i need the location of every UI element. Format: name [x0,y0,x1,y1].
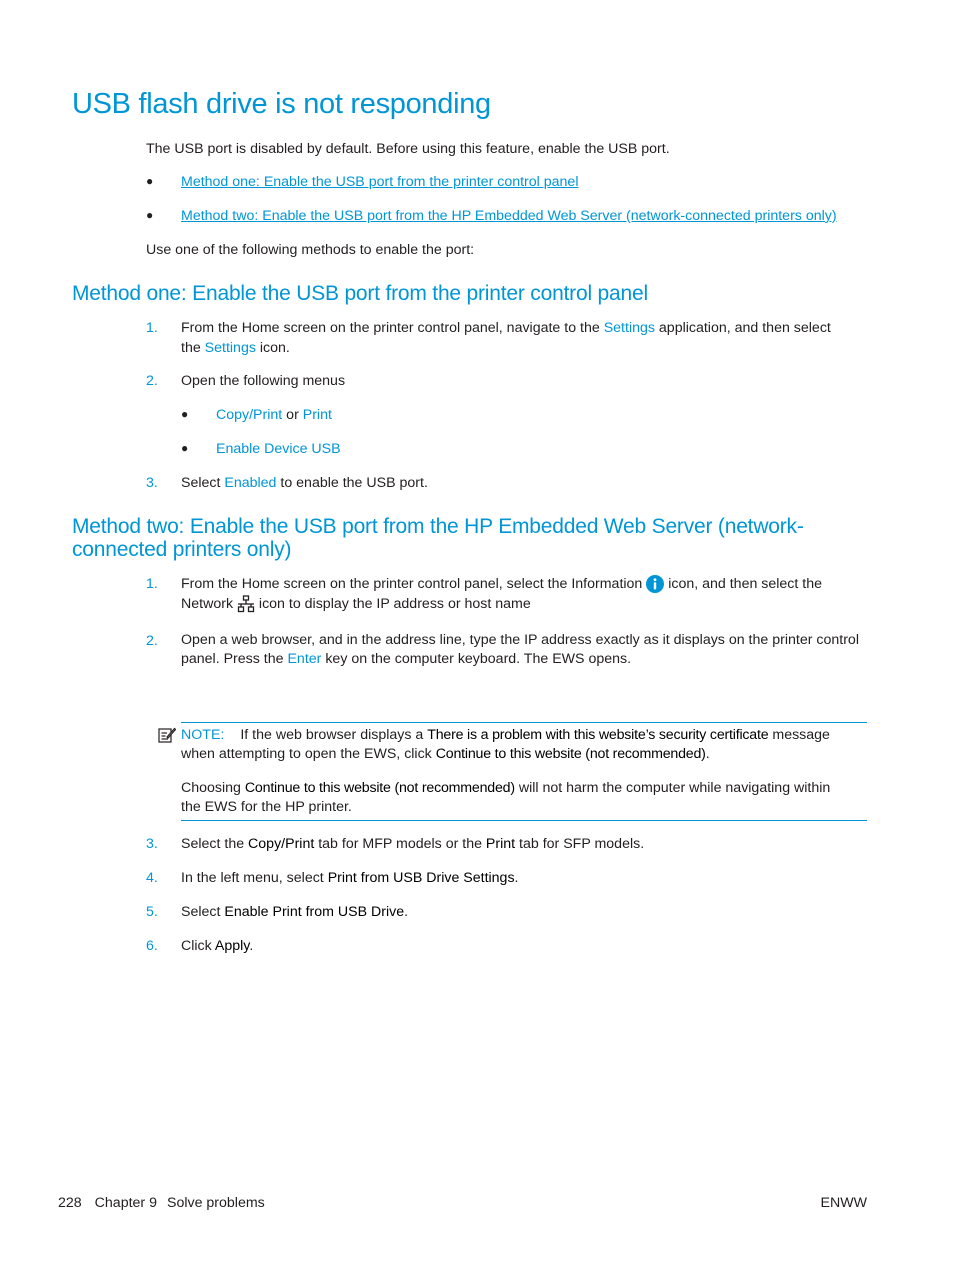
network-icon [237,596,255,612]
copy-print-menu-label: Copy/Print [216,407,283,423]
step-text: Select [181,904,225,920]
step-number: 1. [146,320,158,336]
note-icon [158,726,176,743]
note-emphasis: There is a problem with this website’s security certificate [427,727,769,743]
note-text: message [768,727,830,743]
method-two-step-4 [181,868,871,888]
step-text: panel. Press the [181,651,288,667]
apply-button-label: Apply [214,938,250,954]
step-text: In the left menu, select [181,870,328,886]
page-footer-left [58,1193,265,1213]
settings-app-label: Settings [603,320,655,336]
step-number: 2. [146,633,158,649]
bullet-dot: ● [181,441,189,455]
section-label: Solve problems [166,1195,265,1211]
intro-text: The USB port is disabled by default. Before using this feature, enable the USB port. [146,141,670,157]
step-text: Select the [181,836,249,852]
step-text: icon to display the IP address or host name [254,596,531,612]
menu-item-label: Print from USB Drive Settings [327,870,515,886]
note-label: NOTE: [181,727,225,743]
method-two-step-6 [181,936,871,956]
page-title: USB flash drive is not responding [72,88,491,120]
chapter-label: Chapter 9 [94,1195,157,1211]
bullet-dot: ● [146,208,154,222]
toc-link-method-two[interactable]: Method two: Enable the USB port from the HP Embedded Web Server (network-connected printers only) [181,208,837,224]
step-text: Select [181,475,225,491]
step-text: the [181,340,205,356]
method-one-heading: Method one: Enable the USB port from the printer control panel [72,282,648,305]
method-one-step-1 [181,318,871,358]
enabled-option-label: Enabled [224,475,277,491]
method-two-step-1 [181,574,871,614]
enter-key-label: Enter [287,651,322,667]
step-text: tab for MFP models or the [314,836,486,852]
step-text: From the Home screen on the printer control panel, navigate to the [181,320,604,336]
print-tab-label: Print [485,836,516,852]
step-number: 5. [146,904,158,920]
step-text: Click [181,938,215,954]
note-text: Choosing [181,780,245,796]
note-emphasis: Continue to this website (not recommended) [435,746,706,762]
method-two-heading [72,515,804,561]
note-text: when attempting to open the EWS, click [181,746,436,762]
step-text: . [514,870,519,886]
note-bottom-rule [181,820,867,821]
information-icon [646,576,664,592]
method-two-step-5 [181,902,871,922]
step-number: 3. [146,475,158,491]
step-number: 3. [146,836,158,852]
step-number: 2. [146,373,158,389]
note-emphasis: Continue to this website (not recommended) [244,780,515,796]
bullet-dot: ● [181,407,189,421]
step-text: Network [181,596,237,612]
note-top-rule [181,722,867,723]
step-text: icon. [255,340,290,356]
step-text: to enable the USB port. [276,475,428,491]
heading-line: Method two: Enable the USB port from the HP Embedded Web Server (network- [72,515,804,538]
step-number: 4. [146,870,158,886]
method-two-step-3 [181,834,871,854]
step-text: From the Home screen on the printer control panel, select the Information [181,576,647,592]
note-text: . [705,746,710,762]
copy-print-tab-label: Copy/Print [248,836,315,852]
use-methods-text: Use one of the following methods to enable the port: [146,242,475,258]
page-footer-right: ENWW [820,1195,867,1211]
heading-line: connected printers only) [72,538,292,561]
step-text: . [404,904,409,920]
step-text: tab for SFP models. [515,836,645,852]
method-one-step-2: Open the following menus [181,373,346,389]
toc-link-method-one[interactable]: Method one: Enable the USB port from the printer control panel [181,174,579,190]
step-text: . [249,938,254,954]
step-number: 1. [146,576,158,592]
option-label: Enable Print from USB Drive [224,904,405,920]
step-number: 6. [146,938,158,954]
settings-icon-label: Settings [204,340,256,356]
step-text: application, and then select [654,320,831,336]
method-two-step-2 [181,631,871,669]
step-text: key on the computer keyboard. The EWS opens. [321,651,632,667]
method-one-step-3 [181,473,871,493]
note-paragraph-1 [181,726,871,764]
menu-copy-print [216,405,906,425]
page-number: 228 [58,1195,82,1211]
note-text: will not harm the computer while navigating within [514,780,831,796]
step-text: Open a web browser, and in the address line, type the IP address exactly as it displays on the printer control [181,632,859,648]
menu-enable-device-usb: Enable Device USB [216,441,341,457]
note-text: the EWS for the HP printer. [181,799,352,815]
print-menu-label: Print [302,407,332,423]
note-text: If the web browser displays a [240,727,428,743]
note-paragraph-2 [181,779,871,817]
step-text: icon, and then select the [664,576,823,592]
or-text: or [282,407,303,423]
bullet-dot: ● [146,174,154,188]
